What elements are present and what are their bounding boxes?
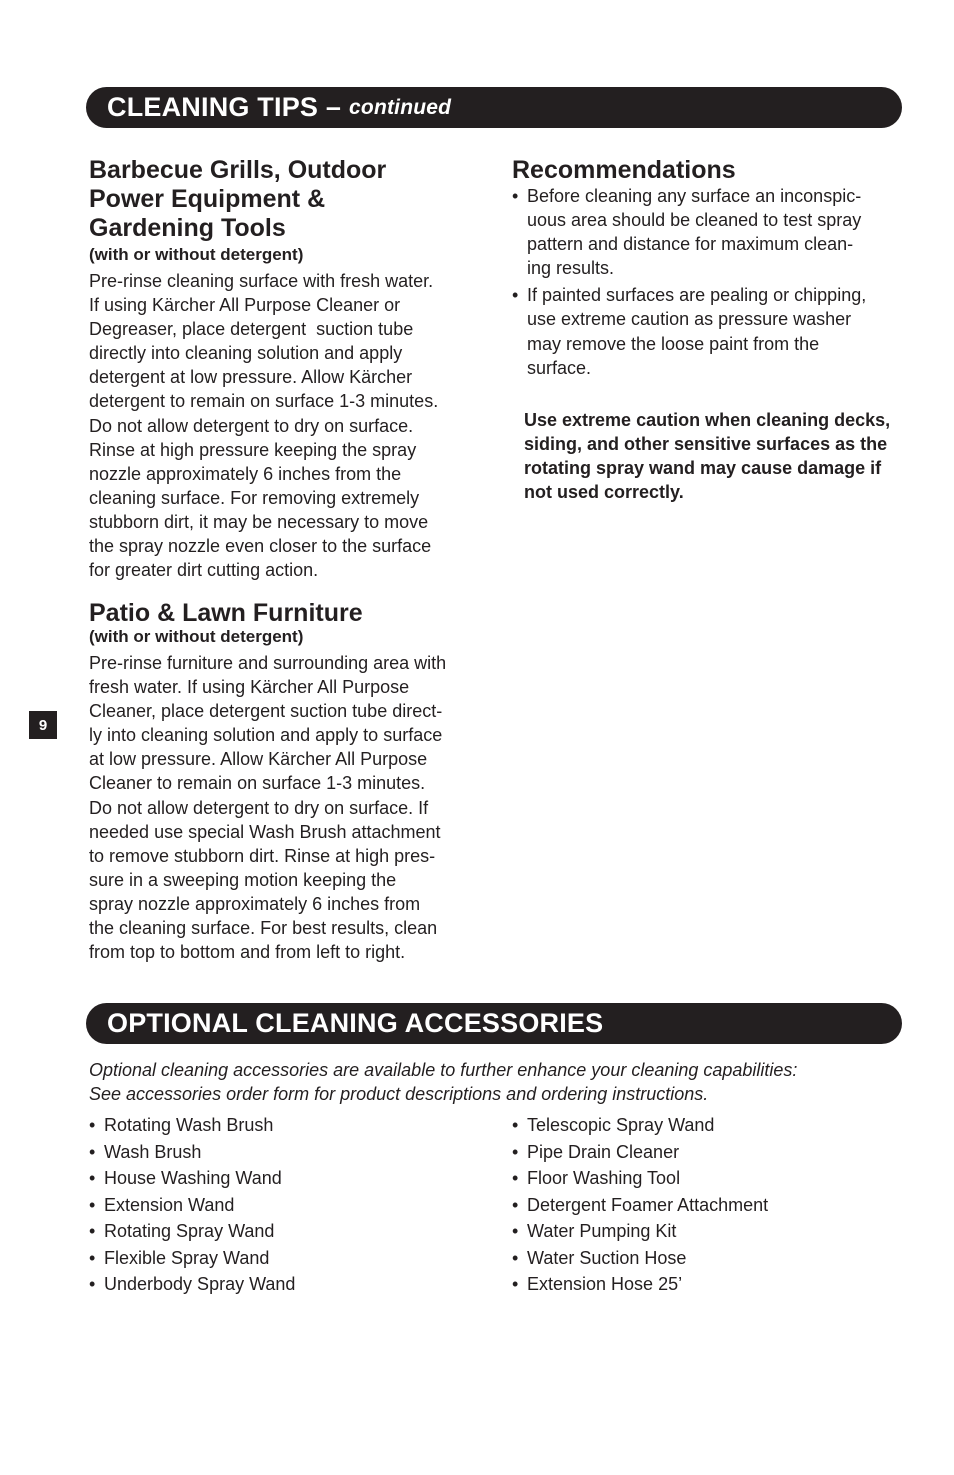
accessories-list-left [89, 1112, 295, 1298]
patio-section [89, 599, 446, 964]
body-line: spray nozzle approximately 6 inches from [89, 893, 421, 914]
intro-line: Optional cleaning accessories are available to further enhance your cleaning capabilities: [89, 1060, 798, 1080]
list-item: • House Washing Wand [89, 1165, 295, 1192]
accessories-banner [86, 1003, 902, 1044]
body-line: Rinse at high pressure keeping the spray [89, 439, 417, 460]
body-line: Cleaner to remain on surface 1-3 minutes. [89, 773, 426, 794]
bbq-heading-line: Power Equipment & [89, 185, 326, 213]
accessories-title: OPTIONAL CLEANING ACCESSORIES [107, 1008, 604, 1038]
list-item: • Water Suction Hose [512, 1245, 768, 1272]
cleaning-tips-title: CLEANING TIPS – [107, 92, 342, 122]
item-line: surface. [527, 357, 592, 378]
bbq-section [89, 156, 438, 582]
item-line: • Before cleaning any surface an inconspic- [527, 186, 862, 206]
caution-line: siding, and other sensitive surfaces as the [524, 434, 888, 454]
caution-note [524, 408, 890, 504]
body-line: Cleaner, place detergent suction tube direct- [89, 701, 443, 722]
caution-line: not used correctly. [524, 482, 684, 502]
intro-line: See accessories order form for product descriptions and ordering instructions. [89, 1084, 709, 1104]
body-line: to remove stubborn dirt. Rinse at high pres- [89, 845, 436, 866]
page-number: 9 [29, 711, 57, 739]
list-item: • Pipe Drain Cleaner [512, 1139, 768, 1166]
list-item: • Rotating Spray Wand [89, 1218, 295, 1245]
list-item: • Telescopic Spray Wand [512, 1112, 768, 1139]
item-line: may remove the loose paint from the [527, 333, 820, 354]
body-line: needed use special Wash Brush attachment [89, 821, 441, 842]
list-item: • Detergent Foamer Attachment [512, 1192, 768, 1219]
body-line: Degreaser, place detergent suction tube [89, 319, 414, 340]
list-item [512, 184, 866, 280]
item-line: uous area should be cleaned to test spray [527, 210, 862, 231]
list-item: • Water Pumping Kit [512, 1218, 768, 1245]
body-line: fresh water. If using Kärcher All Purpose [89, 677, 410, 698]
recommendations-list [512, 184, 866, 380]
bbq-heading-line: Gardening Tools [89, 214, 286, 242]
body-line: Pre-rinse cleaning surface with fresh water. [89, 271, 434, 291]
item-line: • If painted surfaces are pealing or chipping, [527, 285, 867, 306]
caution-line: rotating spray wand may cause damage if [524, 458, 882, 478]
body-line: the spray nozzle even closer to the surface [89, 536, 432, 557]
body-line: Do not allow detergent to dry on surface. If [89, 797, 429, 818]
patio-subheading: (with or without detergent) [89, 627, 304, 646]
body-line: Do not allow detergent to dry on surface. [89, 415, 414, 436]
body-line: for greater dirt cutting action. [89, 560, 319, 581]
patio-heading: Patio & Lawn Furniture [89, 599, 363, 627]
body-line: directly into cleaning solution and apply [89, 343, 403, 364]
list-item: • Floor Washing Tool [512, 1165, 768, 1192]
caution-line: Use extreme caution when cleaning decks, [524, 410, 891, 430]
body-line: Pre-rinse furniture and surrounding area with [89, 653, 447, 673]
list-item: • Wash Brush [89, 1139, 295, 1166]
patio-body [89, 651, 446, 964]
list-item [512, 283, 866, 379]
continued-label: continued [349, 95, 452, 119]
body-line: If using Kärcher All Purpose Cleaner or [89, 295, 401, 316]
body-line: sure in a sweeping motion keeping the [89, 869, 397, 890]
body-line: at low pressure. Allow Kärcher All Purpose [89, 749, 428, 770]
list-item: • Flexible Spray Wand [89, 1245, 295, 1272]
body-line: from top to bottom and from left to right. [89, 942, 406, 963]
list-item: • Extension Hose 25’ [512, 1271, 768, 1298]
list-item: • Rotating Wash Brush [89, 1112, 295, 1139]
body-line: ly into cleaning solution and apply to surface [89, 725, 443, 746]
body-line: nozzle approximately 6 inches from the [89, 463, 402, 484]
cleaning-tips-banner [86, 87, 902, 128]
recommendations-heading: Recommendations [512, 156, 736, 184]
bbq-subheading: (with or without detergent) [89, 245, 304, 264]
item-line: use extreme caution as pressure washer [527, 309, 852, 330]
body-line: detergent at low pressure. Allow Kärcher [89, 367, 413, 388]
body-line: the cleaning surface. For best results, clean [89, 918, 438, 939]
accessories-list-right [512, 1112, 768, 1298]
accessories-intro [89, 1058, 797, 1106]
body-line: cleaning surface. For removing extremely [89, 487, 420, 508]
recommendations-section [512, 156, 866, 383]
item-line: pattern and distance for maximum clean- [527, 234, 854, 255]
list-item: • Underbody Spray Wand [89, 1271, 295, 1298]
body-line: stubborn dirt, it may be necessary to move [89, 511, 429, 532]
list-item: • Extension Wand [89, 1192, 295, 1219]
body-line: detergent to remain on surface 1-3 minutes. [89, 391, 439, 412]
item-line: ing results. [527, 258, 615, 279]
bbq-heading [89, 156, 438, 243]
bbq-body [89, 269, 438, 582]
bbq-heading-line: Barbecue Grills, Outdoor [89, 156, 387, 184]
